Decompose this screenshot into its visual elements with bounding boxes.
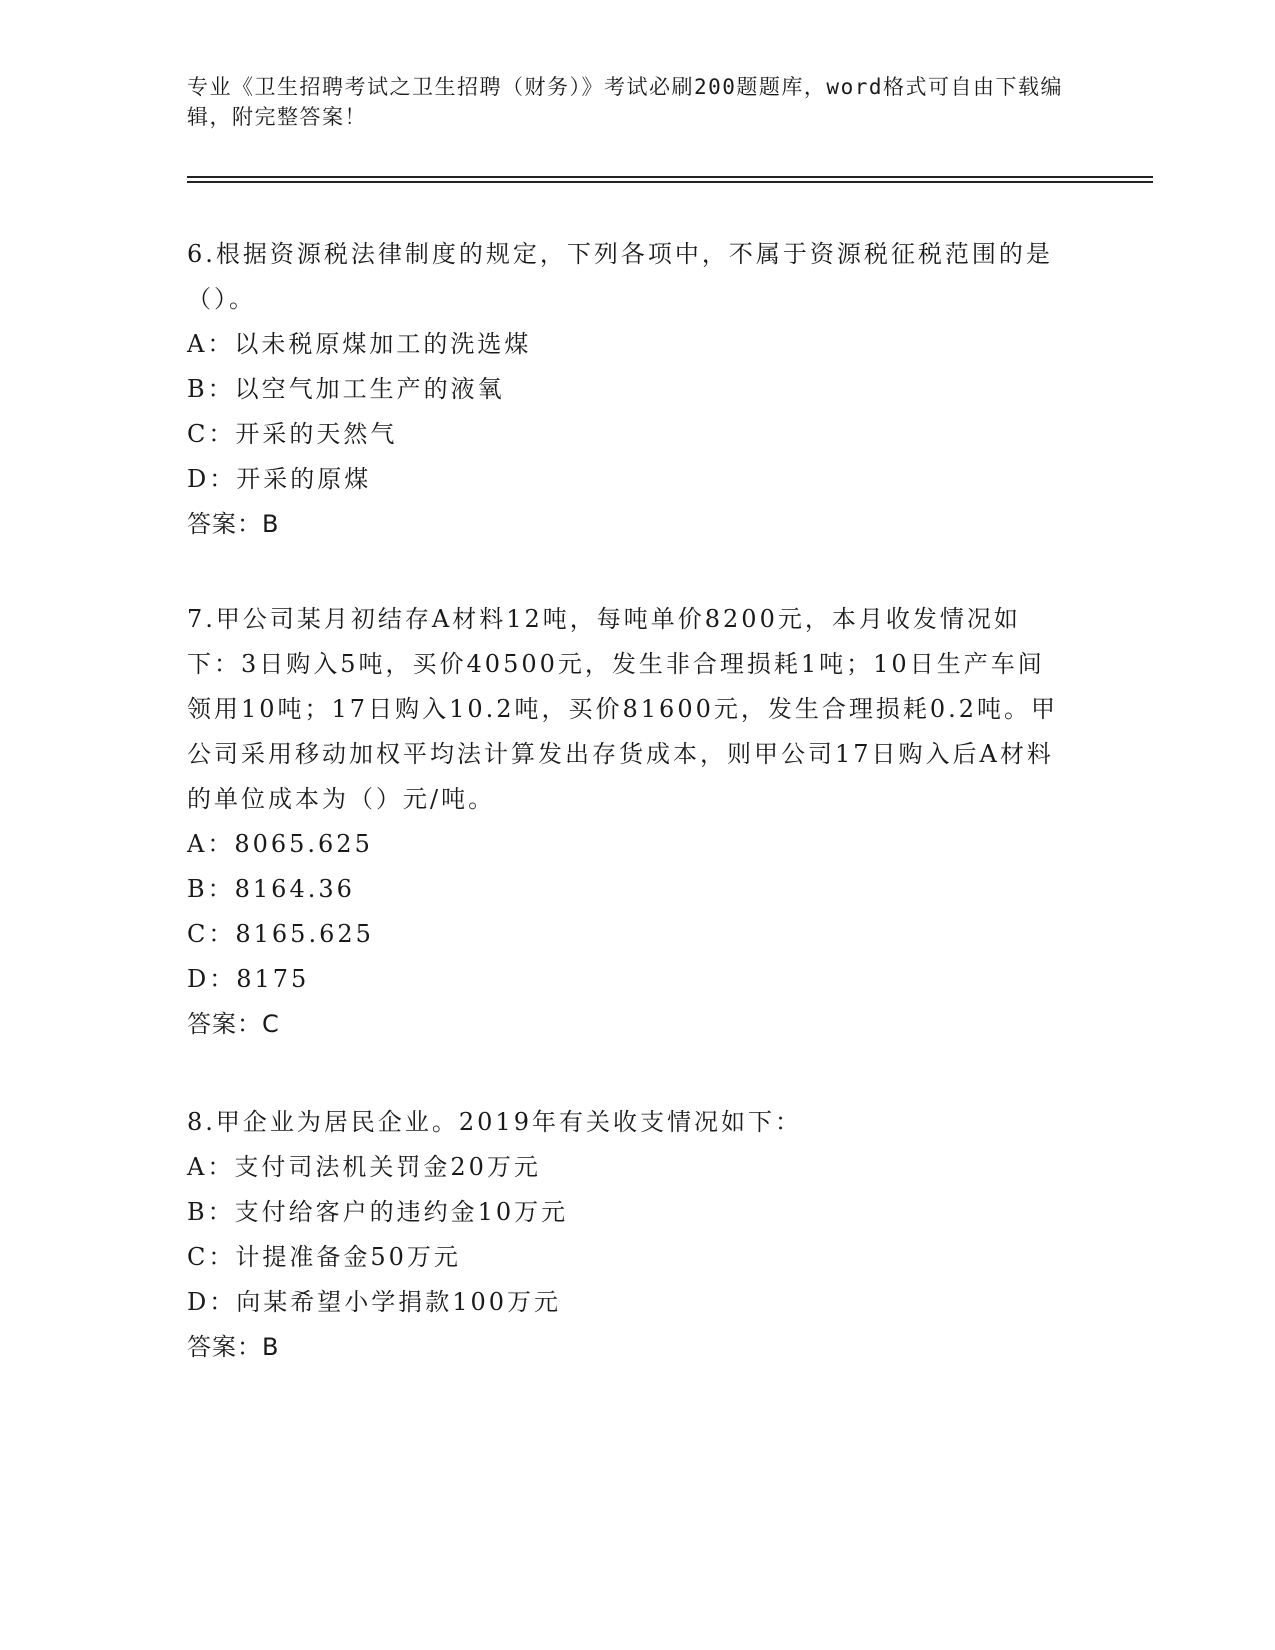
- option-b: B：以空气加工生产的液氧: [187, 375, 505, 403]
- answer: 答案：C: [187, 1010, 280, 1038]
- option-c: C：8165.625: [187, 920, 374, 948]
- document-header: 专业《卫生招聘考试之卫生招聘（财务）》考试必刷200题题库，word格式可自由下载编辑，附完整答案！: [187, 75, 1063, 129]
- question-stem: 8.甲企业为居民企业。2019年有关收支情况如下：: [187, 1108, 802, 1136]
- option-a: A：支付司法机关罚金20万元: [187, 1153, 541, 1181]
- question-6: [187, 232, 1067, 547]
- option-a: A：以未税原煤加工的洗选煤: [187, 330, 532, 358]
- option-b: B：8164.36: [187, 875, 355, 903]
- question-stem: 7.甲公司某月初结存A材料12吨，每吨单价8200元，本月收发情况如下：3日购入5吨，买价40500元，发生非合理损耗1吨；10日生产车间领用10吨；17日购入10.2吨，买价81600元，发生合理损耗0.2吨。甲公司采用移动加权平均法计算发出存货成本，则甲公司17日购入后A材料的单位成本为（）元/吨。: [187, 605, 1059, 813]
- option-d: D：8175: [187, 965, 310, 993]
- answer: 答案：B: [187, 1333, 280, 1361]
- option-d: D：开采的原煤: [187, 465, 372, 493]
- option-c: C：开采的天然气: [187, 420, 398, 448]
- option-c: C：计提准备金50万元: [187, 1243, 461, 1271]
- header-rule-top: [187, 176, 1153, 178]
- option-d: D：向某希望小学捐款100万元: [187, 1288, 562, 1316]
- question-stem: 6.根据资源税法律制度的规定，下列各项中，不属于资源税征税范围的是（）。: [187, 240, 1053, 313]
- question-7: [187, 597, 1067, 1047]
- header-rule-bottom: [187, 181, 1153, 183]
- answer: 答案：B: [187, 510, 280, 538]
- option-b: B：支付给客户的违约金10万元: [187, 1198, 569, 1226]
- question-8: [187, 1100, 1067, 1370]
- option-a: A：8065.625: [187, 830, 373, 858]
